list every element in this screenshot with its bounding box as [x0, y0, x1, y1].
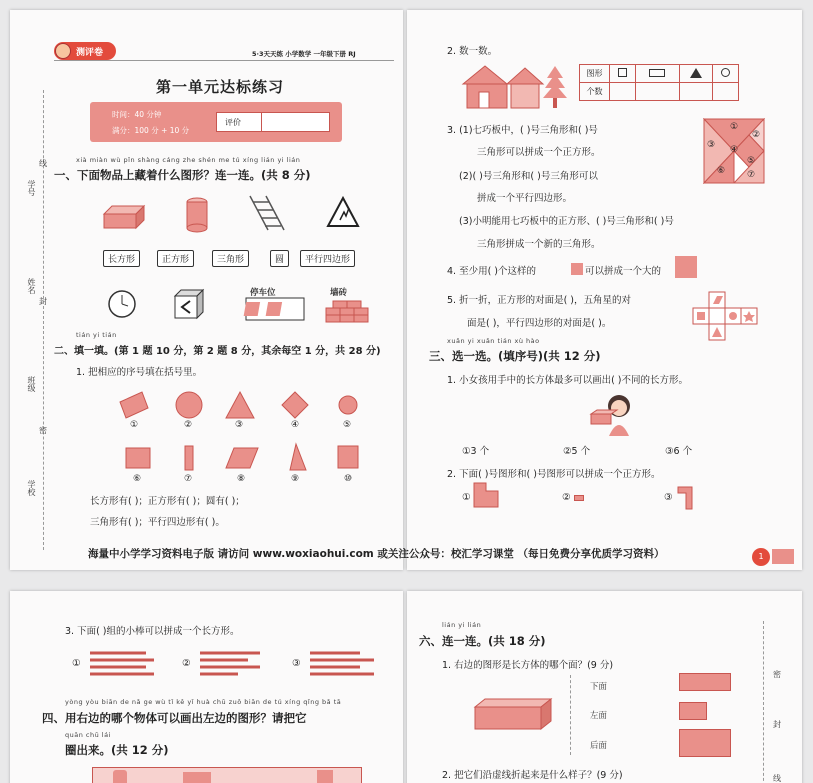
- rating-divider: [261, 113, 262, 131]
- q4-text-b: 可以拼成一个大的: [585, 266, 662, 277]
- face-label-bottom[interactable]: 下面: [590, 682, 608, 692]
- side-field-name: 姓名: [27, 278, 36, 294]
- s3-option-3[interactable]: ③6 个: [665, 446, 693, 457]
- count-table: [579, 64, 739, 101]
- tangram-label-5: ⑤: [747, 156, 756, 166]
- s3-q2-shape-2: [574, 495, 584, 501]
- side-mark-right-2: 封: [773, 720, 781, 729]
- shape-num-8: ⑧: [237, 474, 246, 484]
- p3-option-1[interactable]: ①: [72, 658, 81, 669]
- square-icon: [610, 65, 636, 83]
- cube-sign-icon: [175, 290, 203, 318]
- shape-1-rhombus-rect: [120, 392, 148, 418]
- q5-line1: 5. 折一折，正方形的对面是( )，五角星的对: [447, 295, 632, 306]
- s3-q2-shape-3: [677, 486, 693, 510]
- worksheet-page-1: [10, 10, 403, 570]
- q3-line6: 三角形拼成一个新的三角形。: [477, 239, 601, 250]
- tangram-label-3: ③: [707, 140, 716, 150]
- side-field-id: 学号: [27, 180, 36, 196]
- page-header: 5·3天天练 小学数学 一年级下册 RJ: [252, 50, 356, 58]
- shape-4-diamond: [282, 392, 308, 418]
- q3-line3: (2)( )号三角形和( )号三角形可以: [459, 171, 598, 182]
- section2-pinyin: tián yi tián: [76, 331, 117, 339]
- worksheet-page-2: [407, 10, 802, 570]
- figure-box: [183, 772, 211, 783]
- s3-question2: 2. 下面( )号图形和( )号图形可以拼成一个正方形。: [447, 469, 661, 480]
- tangram-label-2: ②: [752, 130, 761, 140]
- shape-10-square: [338, 446, 358, 468]
- shape-num-5: ⑤: [343, 420, 352, 430]
- answer-line-1[interactable]: 长方形有( )；正方形有( )；圆有( )；: [90, 496, 245, 507]
- p3-option-2[interactable]: ②: [182, 658, 191, 669]
- brick-sign-label: 墙砖: [330, 288, 348, 298]
- q3-line1: 3. (1)七巧板中，( )号三角形和( )号: [447, 125, 598, 136]
- time-label: 时间：40 分钟: [112, 110, 162, 119]
- shape-2-circle: [176, 392, 202, 418]
- cuboid: [473, 697, 553, 731]
- shape-label-triangle[interactable]: 三角形: [212, 250, 249, 267]
- face-rect-3[interactable]: [679, 729, 731, 757]
- p4-question1: 1. 右边的图形是长方体的哪个面？(9 分): [442, 660, 614, 671]
- section6-pinyin: lián yi lián: [442, 621, 482, 629]
- s3-option-2[interactable]: ②5 个: [563, 446, 591, 457]
- face-label-left[interactable]: 左面: [590, 711, 608, 721]
- section4-title2: 圈出来。(共 12 分): [65, 743, 169, 757]
- p3-question3: 3. 下面( )组的小棒可以拼成一个长方形。: [65, 626, 240, 637]
- side-field-class: 班级: [27, 376, 36, 392]
- page-corner-tab: [772, 549, 794, 564]
- footer-banner: 海量中小学学习资料电子版 请访问 www.woxiaohui.com 或关注公众号：校汇学习课堂 （每日免费分享优质学习资料）: [88, 548, 665, 560]
- can-icon: [187, 198, 207, 232]
- house-tree-drawing: [459, 62, 569, 112]
- tangram-label-1: ①: [730, 122, 739, 132]
- shape-6-rectangle: [126, 448, 150, 468]
- cube-net: [691, 290, 763, 346]
- sticks-group-2: [198, 649, 268, 679]
- section2-title: 二、填一填。(第 1 题 10 分，第 2 题 8 分，其余每空 1 分，共 28 分): [54, 346, 381, 357]
- q2-count: 2. 数一数。: [447, 46, 498, 57]
- count-cell[interactable]: [610, 83, 636, 101]
- mascot-icon: [55, 43, 71, 59]
- tissue-box-icon: [104, 206, 144, 228]
- face-label-back[interactable]: 后面: [590, 741, 608, 751]
- circle-icon: [713, 65, 739, 83]
- tangram-label-4: ④: [730, 145, 739, 155]
- section6-title: 六、连一连。(共 18 分): [419, 634, 546, 648]
- shape-8-parallelogram: [226, 448, 258, 468]
- count-table-row-counts: [580, 83, 739, 101]
- side-mark-seal: 封: [39, 297, 47, 306]
- side-mark-right-3: 线: [773, 774, 781, 783]
- s3-q2-num-3: ③: [664, 492, 673, 503]
- shape-num-7: ⑦: [184, 474, 193, 484]
- score-label: 满分：100 分 + 10 分: [112, 126, 190, 135]
- count-table-header-shape: 图形: [580, 65, 610, 83]
- section4-pinyin: yòng yòu biān de nǎ ge wù tǐ kě yǐ huà chū zuǒ biān de tú xíng qǐng bǎ tā: [65, 698, 342, 706]
- road-sign-icon: [328, 198, 358, 226]
- face-divider: [570, 675, 571, 755]
- sticks-group-3: [308, 649, 378, 679]
- section1-pinyin: xià miàn wù pǐn shàng cáng zhe shén me tú xíng lián yi lián: [76, 156, 301, 164]
- parking-icon: [244, 298, 304, 320]
- q5-line2: 面是( )，平行四边形的对面是( )。: [467, 318, 612, 329]
- rating-label: 评价: [225, 118, 241, 127]
- shape-num-10: ⑩: [344, 474, 353, 484]
- q3-line4: 拼成一个平行四边形。: [477, 193, 573, 204]
- face-rect-1[interactable]: [679, 673, 731, 691]
- shape-label-square[interactable]: 正方形: [157, 250, 194, 267]
- p3-option-3[interactable]: ③: [292, 658, 301, 669]
- clock-icon: [109, 291, 135, 317]
- parking-sign-label: 停车位: [250, 288, 276, 298]
- brick-wall-icon: [326, 301, 368, 322]
- page-number: 1: [758, 552, 764, 561]
- tangram-label-7: ⑦: [747, 170, 756, 180]
- triangle-icon: [679, 65, 713, 83]
- section4-pinyin2: quān chū lái: [65, 731, 111, 739]
- section3-title: 三、选一选。(填序号)(共 12 分): [429, 349, 601, 363]
- tangram-label-6: ⑥: [717, 166, 726, 176]
- shape-label-rectangle[interactable]: 长方形: [103, 250, 140, 267]
- q3-line5: (3)小明能用七巧板中的正方形、( )号三角形和( )号: [459, 216, 674, 227]
- shape-label-circle[interactable]: 圆: [270, 250, 289, 267]
- side-mark-right-1: 密: [773, 670, 781, 679]
- section4-figure-strip: [92, 767, 362, 783]
- side-mark-line: 线: [39, 159, 47, 168]
- badge: [54, 42, 116, 60]
- section1-title: 一、下面物品上藏着什么图形？连一连。(共 8 分): [54, 168, 311, 182]
- shape-label-parallelogram[interactable]: 平行四边形: [300, 250, 355, 267]
- section2-question1: 1. 把相应的序号填在括号里。: [76, 367, 203, 378]
- s3-question1: 1. 小女孩用手中的长方体最多可以画出( )不同的长方形。: [447, 375, 689, 386]
- figure-cylinder: [113, 770, 127, 783]
- worksheet-page-3: [10, 591, 403, 783]
- shape-num-1: ①: [130, 420, 139, 430]
- rectangle-icon: [635, 65, 679, 83]
- header-rule: [54, 60, 394, 61]
- s3-option-1[interactable]: ①3 个: [462, 446, 490, 457]
- count-table-header-count: 个数: [580, 83, 610, 101]
- page-title: 第一单元达标练习: [156, 78, 285, 96]
- figure-cube: [317, 770, 333, 783]
- info-box: [90, 102, 342, 142]
- section4-title: 四、用右边的哪个物体可以画出左边的图形？请把它: [42, 711, 307, 725]
- shape-3-triangle: [226, 392, 254, 418]
- q4-text-a: 4. 至少用( )个这样的: [447, 266, 537, 277]
- small-square-icon: [571, 263, 583, 275]
- numbered-shapes: [110, 386, 380, 486]
- big-square-icon: [675, 256, 697, 278]
- s3-q2-num-1: ①: [462, 492, 471, 503]
- badge-label: 测评卷: [76, 48, 104, 58]
- shape-9-right-triangle: [290, 444, 306, 470]
- count-table-row-shapes: [580, 65, 739, 83]
- section1-objects: [100, 188, 380, 234]
- shape-num-6: ⑥: [133, 474, 142, 484]
- shape-num-2: ②: [184, 420, 193, 430]
- section3-pinyin: xuǎn yi xuǎn tián xù hào: [447, 337, 540, 345]
- shape-7-thin-rect: [185, 446, 193, 470]
- sticks-group-1: [88, 649, 158, 679]
- answer-line-2[interactable]: 三角形有( )；平行四边形有( )。: [90, 517, 225, 528]
- p4-question2: 2. 把它们沿虚线折起来是什么样子？(9 分): [442, 770, 623, 781]
- count-cell[interactable]: [635, 83, 679, 101]
- shape-num-3: ③: [235, 420, 244, 430]
- girl-illustration: [587, 392, 637, 440]
- worksheet-page-4: [407, 591, 802, 783]
- q3-line2: 三角形可以拼成一个正方形。: [477, 147, 601, 158]
- rating-box[interactable]: [216, 112, 330, 132]
- binding-line-right: [763, 621, 764, 783]
- face-rect-2[interactable]: [679, 702, 707, 720]
- side-field-school: 学校: [27, 480, 36, 496]
- count-cell[interactable]: [713, 83, 739, 101]
- page-number-badge: [752, 548, 770, 566]
- count-cell[interactable]: [679, 83, 713, 101]
- shape-num-9: ⑨: [291, 474, 300, 484]
- shape-5-circle-small: [339, 396, 357, 414]
- s3-q2-shape-1: [473, 482, 499, 508]
- shape-num-4: ④: [291, 420, 300, 430]
- ladder-icon: [250, 196, 284, 230]
- s3-q2-num-2: ②: [562, 492, 571, 503]
- side-mark-secret: 密: [39, 426, 47, 435]
